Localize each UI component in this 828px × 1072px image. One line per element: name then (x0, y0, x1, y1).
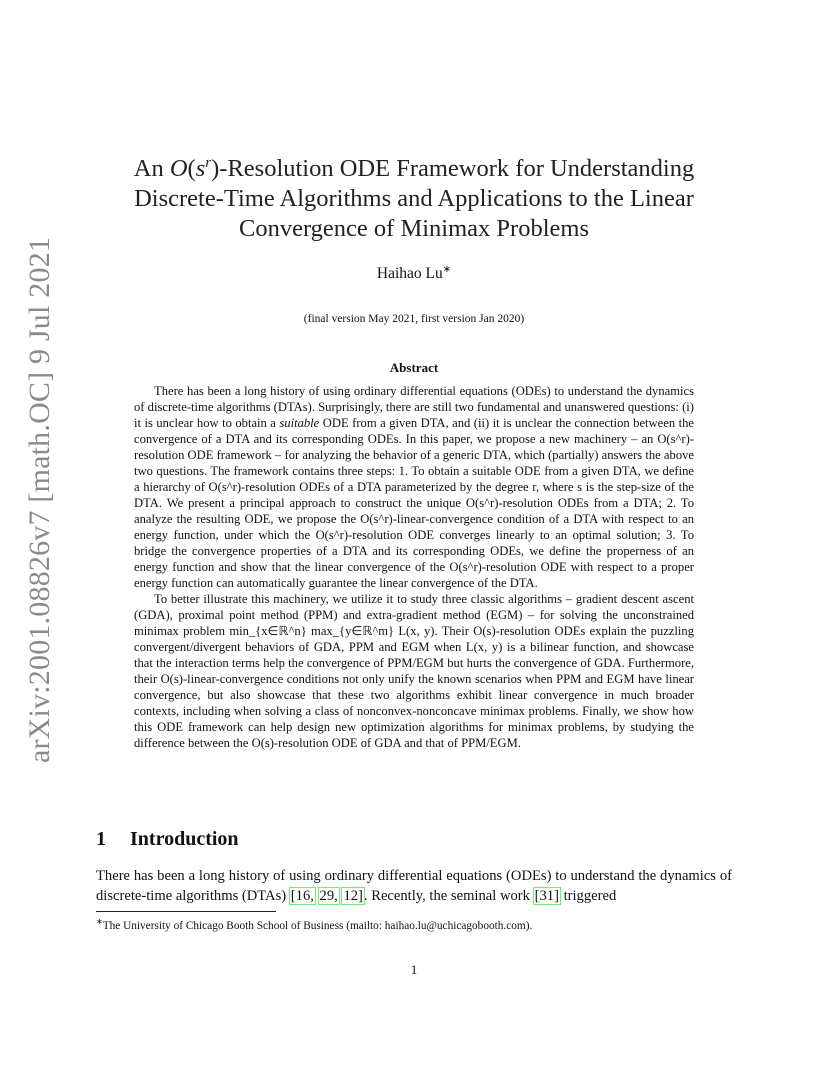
title-line-3: Convergence of Minimax Problems (239, 215, 589, 243)
footnote-text: The University of Chicago Booth School of Business (mailto: haihao.lu@uchicagobooth.com). (102, 919, 533, 932)
arxiv-identifier-text: arXiv:2001.08826v7 [math.OC] 9 Jul 2021 (23, 236, 56, 764)
footnote-divider (96, 911, 276, 912)
arxiv-identifier-stamp (10, 236, 70, 764)
title-line-1: An $O(s^r)$-Resolution ODE Framework for Understanding (133, 155, 695, 183)
abstract-paragraph-1: There has been a long history of using ordinary differential equations (ODEs) to understand the dynamics of discrete-time algorithms (DTAs). Surprisingly, there are still two fundamental and unanswered questions: (i) it is unclear how to obtain a suitable ODE from a given DTA, and (ii) it is unclear the connection between the convergence of a DTA and its corresponding ODEs. In this paper, we propose a new machinery – an O(s^r)-resolution ODE framework – for analyzing the behavior of a generic DTA, which (partially) answers the above two questions. The framework contains three steps: 1. To obtain a suitable ODE from a given DTA, we define a hierarchy of O(s^r)-resolution ODEs of a DTA parameterized by the degree r, where s is the step-size of the DTA. We present a principal approach to construct the unique O(s^r)-resolution ODEs from a DTA; 2. To analyze the resulting ODE, we propose the O(s^r)-linear-convergence condition of a DTA with respect to an energy function, under which the O(s^r)-resolution ODE converges linearly to an optimal solution; 3. To bridge the convergence properties of a DTA and its corresponding ODEs, we define the properness of an energy function and show that the linear convergence of the O(s^r)-resolution ODE with respect to a proper energy function can automatically guarantee the linear convergence of the DTA. (134, 384, 694, 590)
citation-link-29[interactable]: 29, (319, 888, 338, 904)
author-name: Haihao Lu∗ (376, 264, 452, 283)
footnote-mark: ∗ (96, 917, 103, 926)
introduction-body (96, 866, 732, 906)
author-footnote-mark[interactable]: ∗ (442, 264, 452, 275)
introduction-paragraph: There has been a long history of using ordinary differential equations (ODEs) to understand the dynamics of discrete-time algorithms (DTAs) [16, 29, 12]. Recently, the seminal work [31] triggered (96, 868, 732, 904)
citation-link-12[interactable]: 12] (343, 888, 363, 904)
title-line-2: Discrete-Time Algorithms and Applications to the Linear (134, 185, 694, 213)
section-number: 1 (96, 828, 106, 850)
page-number: 1 (410, 962, 418, 977)
abstract-heading: Abstract (389, 360, 439, 375)
section-title: Introduction (130, 828, 239, 850)
footnote (96, 915, 736, 933)
abstract-body (134, 383, 694, 751)
section-heading-introduction (96, 828, 239, 851)
citation-link-31[interactable]: [31] (534, 888, 559, 904)
version-dates: (final version May 2021, first version Jan 2020) (303, 313, 525, 325)
paper-title (100, 148, 728, 244)
citation-link-16[interactable]: [16, (290, 888, 314, 904)
abstract-paragraph-2: To better illustrate this machinery, we utilize it to study three classic algorithms – gradient descent ascent (GDA), proximal point method (PPM) and extra-gradient method (EGM) – for solving the unconstrained minimax problem min_{x∈ℝ^n} max_{y∈ℝ^m} L(x, y). Their O(s)-resolution ODEs explain the puzzling convergent/divergent behaviors of GDA, PPM and EGM when L(x, y) is a bilinear function, and showcase that the interaction terms help the convergence of PPM/EGM but hurts the convergence of GDA. Furthermore, their O(s)-linear-convergence conditions not only unify the known scenarios when PPM and EGM have linear convergence, but also showcase that these two algorithms exhibit linear convergence in much broader contexts, including when solving a class of nonconvex-nonconcave minimax problems. Finally, we show how this ODE framework can help design new optimization algorithms for minimax problems, by studying the difference between the O(s)-resolution ODE of GDA and that of PPM/EGM. (134, 592, 694, 750)
